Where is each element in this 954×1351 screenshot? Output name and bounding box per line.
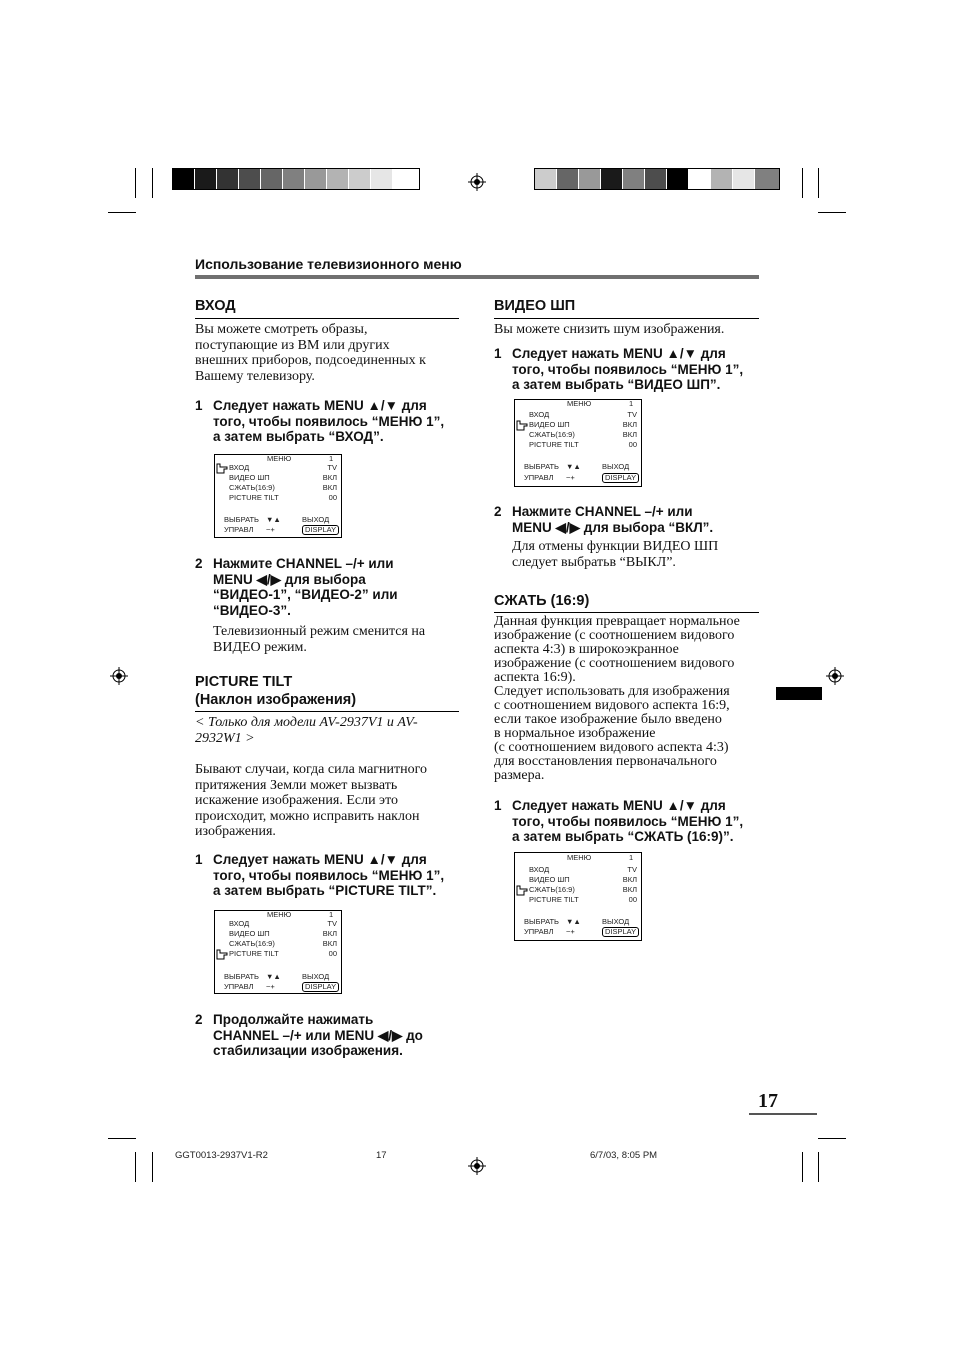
squeeze-intro: Данная функция превращает нормальное изображение (с соотношением видового аспекта 4:3) в широкоэкранное изображение (с соотношением видового аспекта 16:9). Следует использовать для изображения с соотношением видового аспекта 16:9, если такое изображение было введено в нормальное изображение (с соотношением видового аспекта 4:3) для восстановления первоначального размера.	[494, 614, 740, 783]
menu-title: МЕНЮ	[267, 910, 292, 919]
menu-select-symbol: ▼▲	[266, 515, 281, 524]
registration-mark-icon	[468, 1157, 486, 1175]
menu-row-value: ВКЛ	[322, 473, 337, 482]
menu-row-label: ВИДЕО ШП	[229, 929, 270, 938]
section-title-vhod: ВХОД	[195, 298, 236, 314]
vhod-note: Телевизионный режим сменится на ВИДЕО режим.	[213, 624, 426, 655]
menu-select-label: ВЫБРАТЬ	[224, 515, 259, 524]
menu-row-label: ВХОД	[229, 919, 250, 928]
menu-title: МЕНЮ	[567, 853, 592, 862]
menu-control-label: УПРАВЛ	[224, 982, 254, 991]
step-number: 2	[195, 556, 203, 571]
menu-row-value: ВКЛ	[322, 483, 337, 492]
footer-code: GGT0013-2937V1-R2	[175, 1150, 268, 1161]
crop-mark	[818, 1152, 819, 1182]
vhod-step-1	[195, 398, 465, 448]
tilt-step-1	[195, 852, 465, 902]
menu-row-label: ВХОД	[529, 410, 550, 419]
tilt-intro: Бывают случаи, когда сила магнитного притяжения Земли может вызвать искажение изображения. Если это происходит, можно исправить наклон изображения.	[195, 762, 428, 839]
menu-row-label: ВИДЕО ШП	[229, 473, 270, 482]
crop-mark	[135, 168, 136, 198]
menu-exit-label: ВЫХОД	[602, 917, 630, 926]
crop-mark	[152, 168, 153, 198]
crop-mark	[818, 212, 846, 213]
step-number: 1	[494, 798, 502, 813]
section-rule	[195, 318, 459, 319]
crop-mark	[135, 1152, 136, 1182]
tv-menu-screen	[214, 910, 342, 994]
tv-menu-screen	[514, 852, 642, 941]
menu-row-label: СЖАТЬ(16:9)	[229, 483, 275, 492]
section-rule	[195, 711, 459, 712]
menu-row-label: ВИДЕО ШП	[529, 420, 570, 429]
step-number: 1	[195, 398, 203, 413]
side-tab-marker	[776, 687, 822, 700]
step-number: 2	[494, 504, 502, 519]
menu-row-label: PICTURE TILT	[229, 493, 279, 502]
crop-mark	[802, 1152, 803, 1182]
crop-mark	[818, 168, 819, 198]
video-step-1	[494, 346, 764, 396]
menu-display-label: DISPLAY	[602, 473, 639, 483]
menu-display-label: DISPLAY	[302, 982, 339, 992]
menu-row-label: ВХОД	[229, 463, 250, 472]
menu-exit-label: ВЫХОД	[302, 972, 330, 981]
menu-select-symbol: ▼▲	[566, 462, 581, 471]
video-intro: Вы можете снизить шум изображения.	[494, 322, 725, 337]
menu-row-label: СЖАТЬ(16:9)	[229, 939, 275, 948]
menu-title: МЕНЮ	[567, 399, 592, 408]
page-number-rule	[749, 1113, 817, 1115]
squeeze-step-1	[494, 798, 764, 848]
menu-row-label: ВИДЕО ШП	[529, 875, 570, 884]
step-text: Следует нажать MENU ▲/▼ для того, чтобы появилось “МЕНЮ 1”, а затем выбрать “ВИДЕО ШП”.	[512, 346, 744, 392]
menu-row-label: СЖАТЬ(16:9)	[529, 430, 575, 439]
color-bar-left	[172, 168, 420, 190]
section-rule	[494, 612, 759, 613]
menu-display-label: DISPLAY	[302, 525, 339, 535]
menu-row-value: ВКЛ	[322, 939, 337, 948]
menu-select-symbol: ▼▲	[566, 917, 581, 926]
pointing-hand-icon	[516, 420, 528, 431]
section-rule	[494, 318, 759, 319]
step-text: Следует нажать MENU ▲/▼ для того, чтобы появилось “МЕНЮ 1”, а затем выбрать “PICTURE TILT”.	[213, 852, 445, 898]
registration-mark-icon	[468, 173, 486, 191]
section-title-tilt: PICTURE TILT	[195, 674, 293, 690]
menu-exit-label: ВЫХОД	[302, 515, 330, 524]
menu-row-label: СЖАТЬ(16:9)	[529, 885, 575, 894]
page-number: 17	[758, 1090, 778, 1112]
menu-row-label: PICTURE TILT	[529, 895, 579, 904]
step-text: Продолжайте нажимать CHANNEL –/+ или MENU ◀/▶ до стабилизации изображения.	[213, 1012, 423, 1058]
menu-control-label: УПРАВЛ	[224, 525, 254, 534]
section-title-squeeze: СЖАТЬ (16:9)	[494, 593, 590, 609]
video-step-2	[494, 504, 764, 538]
step-number: 2	[195, 1012, 203, 1027]
menu-control-symbol: −+	[566, 473, 575, 482]
menu-title: МЕНЮ	[267, 454, 292, 463]
menu-display-label: DISPLAY	[602, 927, 639, 937]
menu-row-value: ВКЛ	[622, 430, 637, 439]
video-note: Для отмены функции ВИДЕО ШП следует выбратьв “ВЫКЛ”.	[512, 539, 719, 570]
menu-row-label: PICTURE TILT	[529, 440, 579, 449]
section-title-video: ВИДЕО ШП	[494, 298, 576, 314]
registration-mark-icon	[110, 667, 128, 685]
vhod-intro: Вы можете смотреть образы, поступающие из ВМ или других внешних приборов, подсоединенных к Вашему телевизору.	[195, 322, 426, 384]
menu-select-label: ВЫБРАТЬ	[524, 917, 559, 926]
crop-mark	[108, 212, 136, 213]
menu-row-value: TV	[627, 865, 637, 874]
step-text: Следует нажать MENU ▲/▼ для того, чтобы появилось “МЕНЮ 1”, а затем выбрать “СЖАТЬ (16:9)”.	[512, 798, 744, 844]
menu-select-label: ВЫБРАТЬ	[524, 462, 559, 471]
step-number: 1	[195, 852, 203, 867]
step-number: 1	[494, 346, 502, 361]
tv-menu-screen	[214, 454, 342, 538]
step-text: Нажмите CHANNEL –/+ или MENU ◀/▶ для выбора “ВИДЕО-1”, “ВИДЕО-2” или “ВИДЕО-3”.	[213, 556, 398, 618]
menu-exit-label: ВЫХОД	[602, 462, 630, 471]
menu-control-symbol: −+	[266, 525, 275, 534]
menu-row-value: ВКЛ	[622, 885, 637, 894]
menu-row-value: ВКЛ	[622, 875, 637, 884]
tilt-model-note: < Только для модели AV-2937V1 и AV- 2932W1 >	[195, 715, 418, 746]
pointing-hand-icon	[516, 885, 528, 896]
menu-control-label: УПРАВЛ	[524, 473, 554, 482]
menu-control-symbol: −+	[566, 927, 575, 936]
crop-mark	[108, 1138, 136, 1139]
vhod-step-2	[195, 556, 465, 620]
menu-row-value: ВКЛ	[622, 420, 637, 429]
menu-row-value: 00	[328, 493, 337, 502]
pointing-hand-icon	[216, 949, 228, 960]
menu-page: 1	[329, 454, 334, 463]
menu-row-value: TV	[327, 463, 337, 472]
step-text: Нажмите CHANNEL –/+ или MENU ◀/▶ для выбора “ВКЛ”.	[512, 504, 714, 535]
menu-row-value: 00	[628, 895, 637, 904]
menu-control-label: УПРАВЛ	[524, 927, 554, 936]
menu-row-value: ВКЛ	[322, 929, 337, 938]
menu-row-value: TV	[627, 410, 637, 419]
menu-row-value: TV	[327, 919, 337, 928]
header-rule	[195, 275, 759, 279]
section-subtitle-tilt: (Наклон изображения)	[195, 692, 357, 708]
step-text: Следует нажать MENU ▲/▼ для того, чтобы появилось “МЕНЮ 1”, а затем выбрать “ВХОД”.	[213, 398, 445, 444]
footer-date: 6/7/03, 8:05 PM	[590, 1150, 658, 1161]
menu-select-symbol: ▼▲	[266, 972, 281, 981]
menu-page: 1	[629, 853, 634, 862]
page-header-title: Использование телевизионного меню	[195, 256, 462, 272]
crop-mark	[152, 1152, 153, 1182]
menu-row-value: 00	[328, 949, 337, 958]
tv-menu-screen	[514, 399, 642, 487]
menu-select-label: ВЫБРАТЬ	[224, 972, 259, 981]
crop-mark	[818, 1138, 846, 1139]
menu-page: 1	[329, 910, 334, 919]
menu-control-symbol: −+	[266, 982, 275, 991]
footer-page: 17	[376, 1150, 387, 1161]
menu-row-label: PICTURE TILT	[229, 949, 279, 958]
menu-page: 1	[629, 399, 634, 408]
tilt-step-2	[195, 1012, 465, 1062]
pointing-hand-icon	[216, 463, 228, 474]
crop-mark	[802, 168, 803, 198]
menu-row-value: 00	[628, 440, 637, 449]
registration-mark-icon	[826, 667, 844, 685]
menu-row-label: ВХОД	[529, 865, 550, 874]
color-bar-right	[534, 168, 780, 190]
